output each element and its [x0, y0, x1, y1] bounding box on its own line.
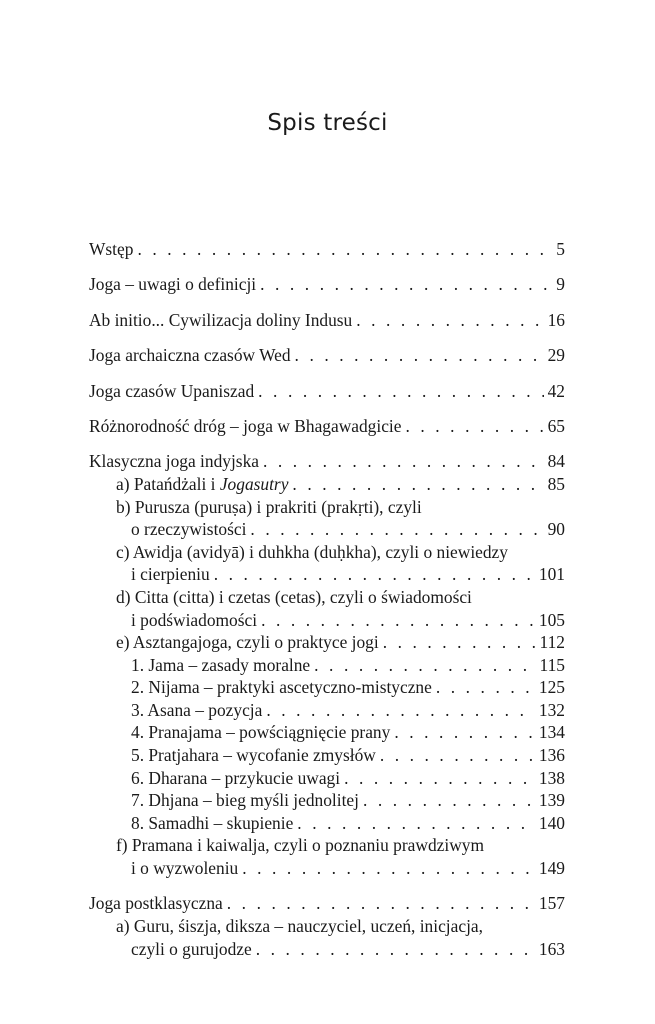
toc-subentry-b [89, 518, 565, 541]
toc-entry-label: e) Asztangajoga, czyli o praktyce jogi [116, 632, 379, 653]
toc-entry-label-prefix: a) Patańdżali i [116, 473, 220, 494]
toc-entry-page: 157 [538, 893, 565, 914]
toc-entry-label: i o wyzwoleniu [131, 858, 239, 879]
dot-leader [405, 415, 543, 438]
toc-entry-page: 163 [538, 938, 565, 959]
toc-entry-page: 115 [539, 654, 565, 675]
toc-entry-page: 84 [547, 451, 565, 472]
dot-leader [363, 789, 535, 812]
toc-entry-label: 1. Jama – zasady moralne [131, 654, 311, 675]
toc-entry-page: 140 [538, 812, 565, 833]
toc-entry-ab-initio [89, 309, 565, 332]
toc-entry-page: 125 [538, 677, 565, 698]
toc-subentry-guru-line1: a) Guru, śiszja, diksza – nauczyciel, uczeń, inicjacja, [116, 916, 483, 937]
toc-entry-label: 6. Dharana – przykucie uwagi [131, 767, 341, 788]
toc-entry-label: 5. Pratjahara – wycofanie zmysłów [131, 745, 376, 766]
toc-entry-definicja [89, 273, 565, 296]
toc-entry-page: 138 [538, 767, 565, 788]
dot-leader [297, 812, 535, 835]
toc-entry-label: Klasyczna joga indyjska [89, 451, 259, 472]
toc-entry-wstep [89, 238, 565, 261]
toc-entry-label-italic: Jogasutry [219, 473, 289, 494]
toc-entry-page: 16 [547, 309, 565, 330]
toc-section-classical [89, 450, 565, 879]
toc-entry-page: 112 [539, 632, 565, 653]
dot-leader [261, 609, 535, 632]
dot-leader [394, 721, 535, 744]
toc-entry-page: 90 [547, 519, 565, 540]
toc-limb-3 [89, 699, 565, 722]
dot-leader [292, 473, 543, 496]
toc-entry-label: Wstęp [89, 239, 134, 259]
toc-limb-2 [89, 676, 565, 699]
dot-leader [258, 380, 543, 403]
toc-entry-label: Różnorodność dróg – joga w Bhagawadgicie [89, 415, 402, 436]
toc-limb-7 [89, 789, 565, 812]
dot-leader [266, 699, 535, 722]
toc-subentry-a [89, 473, 565, 496]
dot-leader [242, 857, 535, 880]
toc-entry-label: czyli o gurujodze [131, 938, 252, 959]
dot-leader [344, 767, 535, 790]
toc-entry-wedy [89, 344, 565, 367]
dot-leader [356, 309, 543, 332]
toc-entry-label: o rzeczywistości [131, 519, 247, 540]
dot-leader [256, 938, 535, 961]
toc-entry-page: 149 [538, 858, 565, 879]
dot-leader [295, 344, 544, 367]
toc-entry-label: i podświadomości [131, 609, 258, 630]
toc-subentry-guru [89, 938, 565, 961]
toc-entry-label [116, 473, 288, 496]
toc-entry-label: Joga czasów Upaniszad [89, 380, 255, 401]
toc-limb-1 [89, 654, 565, 677]
dot-leader [436, 676, 535, 699]
toc-limb-6 [89, 767, 565, 790]
dot-leader [380, 744, 535, 767]
toc-entry-label: 7. Dhjana – bieg myśli jednolitej [131, 790, 359, 811]
dot-leader [260, 273, 552, 296]
toc-entry-page: 5 [556, 239, 565, 259]
table-of-contents [89, 238, 565, 973]
toc-entry-page: 136 [538, 745, 565, 766]
dot-leader [137, 238, 552, 261]
toc-entry-label: Joga postklasyczna [89, 893, 223, 914]
toc-subentry-d [89, 609, 565, 632]
toc-entry-label: Joga archaiczna czasów Wed [89, 345, 291, 366]
toc-entry-label: Ab initio... Cywilizacja doliny Indusu [89, 309, 353, 330]
toc-subentry-c [89, 563, 565, 586]
toc-entry-page: 101 [538, 564, 565, 585]
toc-entry-page: 132 [538, 699, 565, 720]
toc-subentry-f-line1: f) Pramana i kaiwalja, czyli o poznaniu prawdziwym [116, 835, 484, 856]
toc-limb-4 [89, 721, 565, 744]
toc-subentry-e [89, 631, 565, 654]
toc-entry-postklasyczna [89, 892, 565, 915]
toc-subentry-c-line1: c) Awidja (avidyā) i duhkha (duḥkha), czyli o niewiedzy [116, 541, 508, 562]
dot-leader [314, 654, 535, 677]
toc-subentry-f [89, 857, 565, 880]
dot-leader [250, 518, 543, 541]
toc-entry-upaniszady [89, 380, 565, 403]
toc-entry-label: 8. Samadhi – skupienie [131, 812, 294, 833]
toc-entry-page: 139 [538, 790, 565, 811]
dot-leader [383, 631, 536, 654]
toc-entry-page: 85 [547, 473, 565, 494]
dot-leader [227, 892, 535, 915]
toc-entry-label: 2. Nijama – praktyki ascetyczno-mistyczne [131, 677, 432, 698]
dot-leader [263, 450, 544, 473]
dot-leader [214, 563, 535, 586]
toc-entry-label: 4. Pranajama – powściągnięcie prany [131, 722, 391, 743]
toc-entry-label: 3. Asana – pozycja [131, 699, 263, 720]
toc-entry-label: Joga – uwagi o definicji [89, 274, 257, 295]
toc-entry-bhagawadgita [89, 415, 565, 438]
toc-entry-page: 105 [538, 609, 565, 630]
toc-subentry-d-line1: d) Citta (citta) i czetas (cetas), czyli o świadomości [116, 586, 472, 607]
toc-section-postclassical [89, 892, 565, 960]
toc-entry-klasyczna [89, 450, 565, 473]
toc-entry-label: i cierpieniu [131, 564, 210, 585]
toc-entry-page: 29 [547, 345, 565, 366]
toc-entry-page: 9 [556, 274, 565, 295]
toc-entry-page: 42 [547, 380, 565, 401]
toc-subentry-b-line1: b) Purusza (puruṣa) i prakriti (prakṛti), czyli [116, 496, 422, 517]
toc-limb-8 [89, 812, 565, 835]
toc-entry-page: 65 [547, 415, 565, 436]
toc-limb-5 [89, 744, 565, 767]
toc-entry-page: 134 [538, 722, 565, 743]
page-title: Spis treści [267, 110, 388, 136]
